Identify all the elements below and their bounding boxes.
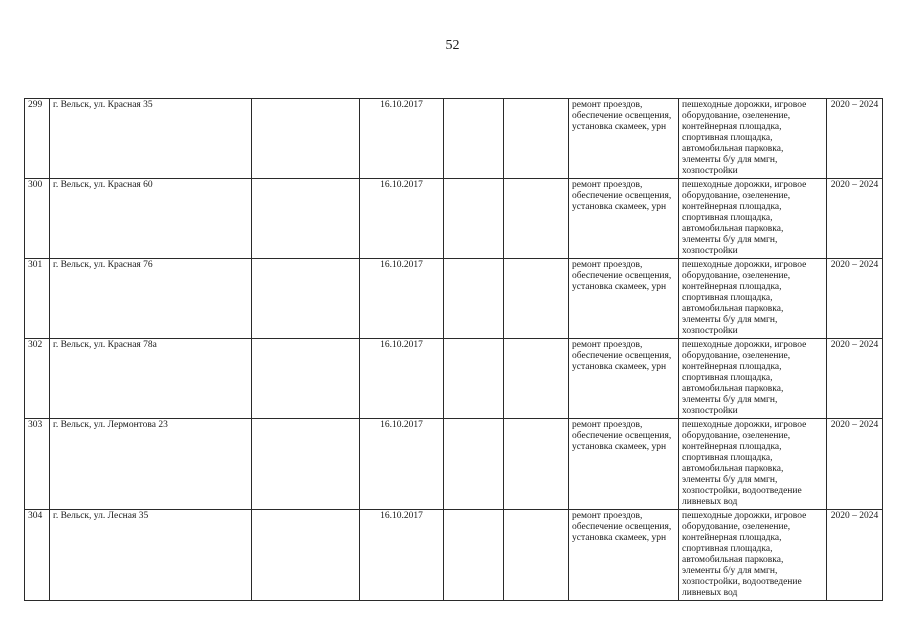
document-table	[24, 98, 883, 601]
empty-cell	[252, 179, 360, 259]
row-number: 303	[25, 419, 50, 510]
works-cell: ремонт проездов, обеспечение освещения, установка скамеек, урн	[569, 339, 679, 419]
empty-cell	[504, 99, 569, 179]
address-cell: г. Вельск, ул. Красная 60	[50, 179, 252, 259]
row-number: 301	[25, 259, 50, 339]
address-cell: г. Вельск, ул. Лесная 35	[50, 510, 252, 601]
extra-works-cell: пешеходные дорожки, игровое оборудование, озеленение, контейнерная площадка, спортивная площадка, автомобильная парковка, элементы б/у для ммгн, хозпостройки	[679, 259, 827, 339]
empty-cell	[444, 339, 504, 419]
empty-cell	[504, 259, 569, 339]
date-cell: 16.10.2017	[360, 339, 444, 419]
table-row	[25, 179, 883, 259]
extra-works-cell: пешеходные дорожки, игровое оборудование, озеленение, контейнерная площадка, спортивная площадка, автомобильная парковка, элементы б/у для ммгн, хозпостройки	[679, 179, 827, 259]
period-cell: 2020 – 2024	[827, 339, 883, 419]
row-number: 304	[25, 510, 50, 601]
period-cell: 2020 – 2024	[827, 259, 883, 339]
empty-cell	[504, 339, 569, 419]
empty-cell	[444, 99, 504, 179]
works-cell: ремонт проездов, обеспечение освещения, установка скамеек, урн	[569, 179, 679, 259]
row-number: 302	[25, 339, 50, 419]
date-cell: 16.10.2017	[360, 419, 444, 510]
table-row	[25, 419, 883, 510]
table-row	[25, 99, 883, 179]
period-cell: 2020 – 2024	[827, 99, 883, 179]
extra-works-cell: пешеходные дорожки, игровое оборудование, озеленение, контейнерная площадка, спортивная площадка, автомобильная парковка, элементы б/у для ммгн, хозпостройки	[679, 99, 827, 179]
empty-cell	[252, 339, 360, 419]
works-cell: ремонт проездов, обеспечение освещения, установка скамеек, урн	[569, 510, 679, 601]
period-cell: 2020 – 2024	[827, 510, 883, 601]
works-cell: ремонт проездов, обеспечение освещения, установка скамеек, урн	[569, 259, 679, 339]
page-number: 52	[445, 38, 460, 53]
address-cell: г. Вельск, ул. Лермонтова 23	[50, 419, 252, 510]
row-number: 300	[25, 179, 50, 259]
empty-cell	[252, 259, 360, 339]
extra-works-cell: пешеходные дорожки, игровое оборудование, озеленение, контейнерная площадка, спортивная площадка, автомобильная парковка, элементы б/у для ммгн, хозпостройки	[679, 339, 827, 419]
works-cell: ремонт проездов, обеспечение освещения, установка скамеек, урн	[569, 99, 679, 179]
period-cell: 2020 – 2024	[827, 419, 883, 510]
extra-works-cell: пешеходные дорожки, игровое оборудование, озеленение, контейнерная площадка, спортивная площадка, автомобильная парковка, элементы б/у для ммгн, хозпостройки, водоотведение ливневых вод	[679, 510, 827, 601]
empty-cell	[444, 510, 504, 601]
empty-cell	[504, 179, 569, 259]
empty-cell	[444, 179, 504, 259]
address-cell: г. Вельск, ул. Красная 35	[50, 99, 252, 179]
empty-cell	[252, 99, 360, 179]
empty-cell	[504, 419, 569, 510]
empty-cell	[252, 510, 360, 601]
date-cell: 16.10.2017	[360, 259, 444, 339]
date-cell: 16.10.2017	[360, 179, 444, 259]
address-cell: г. Вельск, ул. Красная 76	[50, 259, 252, 339]
date-cell: 16.10.2017	[360, 510, 444, 601]
table-row	[25, 339, 883, 419]
row-number: 299	[25, 99, 50, 179]
empty-cell	[444, 419, 504, 510]
address-cell: г. Вельск, ул. Красная 78а	[50, 339, 252, 419]
empty-cell	[252, 419, 360, 510]
empty-cell	[504, 510, 569, 601]
period-cell: 2020 – 2024	[827, 179, 883, 259]
table-row	[25, 259, 883, 339]
date-cell: 16.10.2017	[360, 99, 444, 179]
extra-works-cell: пешеходные дорожки, игровое оборудование, озеленение, контейнерная площадка, спортивная площадка, автомобильная парковка, элементы б/у для ммгн, хозпостройки, водоотведение ливневых вод	[679, 419, 827, 510]
empty-cell	[444, 259, 504, 339]
table-row	[25, 510, 883, 601]
works-cell: ремонт проездов, обеспечение освещения, установка скамеек, урн	[569, 419, 679, 510]
